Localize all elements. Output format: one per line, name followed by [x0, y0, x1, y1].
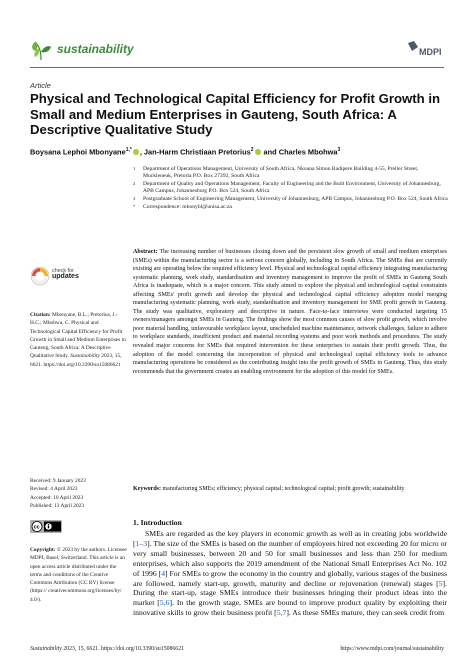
- affiliation-number: 2: [133, 181, 136, 187]
- reference-link[interactable]: 1–3: [135, 538, 148, 548]
- check-for-updates-badge[interactable]: [30, 266, 100, 288]
- affiliation-text: Department of Quality and Operations Management, Faculty of Engineering and the Built Environment, University of Johannesburg, APB Campus, Johannesburg P.O. Box 524, South Africa: [143, 181, 441, 195]
- check-updates-text: [52, 268, 79, 281]
- revised-date: Revised: 4 April 2023: [30, 486, 78, 493]
- journal-name[interactable]: sustainability: [57, 42, 134, 56]
- affiliation-item: [133, 181, 448, 195]
- article-type: Article: [30, 81, 51, 90]
- reference-link[interactable]: 4: [161, 568, 166, 578]
- author-list: [30, 147, 450, 156]
- citation-doi[interactable]: 2023, 15, 6621. https://doi.org/10.3390/su15086621: [30, 353, 122, 368]
- publication-dates: [30, 477, 128, 510]
- abstract-label: Abstract:: [133, 249, 158, 255]
- author-name[interactable]: Boysana Lephoi Mbonyane: [30, 147, 126, 157]
- check-updates-icon: [30, 266, 50, 286]
- intro-text: ]. During the start-up, stage SMEs introduce their businesses bringing their product ideas into the market [: [133, 578, 447, 608]
- mdpi-logo-icon[interactable]: [406, 41, 444, 61]
- reference-link[interactable]: 5,6: [159, 598, 170, 608]
- affiliation-number: 3: [133, 196, 136, 202]
- author-superscript: 1,*: [125, 147, 132, 153]
- article-title: Physical and Technological Capital Efficiency for Profit Growth in Small and Medium Enterprises in Gauteng, South Africa: A Descriptive Qualitative Study: [30, 91, 441, 137]
- footer-journal-url[interactable]: https://www.mdpi.com/journal/sustainability: [340, 646, 444, 652]
- affiliation-text: Department of Operations Management, University of South Africa, Nkoana Simon Radipere Building 4-55, Preller Street, Muckleneuk, Pretoria P.O. Box 27392, South Africa: [143, 166, 419, 180]
- citation-journal: Sustainability: [70, 353, 100, 360]
- cc-by-license-icon[interactable]: [30, 520, 62, 533]
- author-name[interactable]: Charles Mbohwa: [278, 147, 338, 157]
- introduction-body: [133, 529, 447, 618]
- affiliation-number: 1: [133, 166, 136, 171]
- citation-text: Mbonyane, B.L.; Pretorius, J.-H.C.; Mbohwa, C. Physical and Technological Capital Efficiency for Profit Growth in Small and Medium Enterprises in Gauteng, South Africa: A Descriptive Qualitative Study.: [30, 312, 126, 360]
- author-superscript: 3: [337, 147, 341, 153]
- citation-block: [30, 311, 128, 369]
- section-heading: 1. Introduction: [133, 518, 182, 527]
- orcid-icon[interactable]: [133, 149, 139, 155]
- abstract: [133, 248, 447, 376]
- sustainability-logo-icon: [30, 38, 52, 62]
- reference-link[interactable]: 5,7: [276, 608, 287, 618]
- affiliation-text: Postgraduate School of Engineering Management, University of Johannesburg, APB Campus, Johannesburg P.O. Box 524, South Africa: [143, 196, 448, 203]
- correspondence: [133, 204, 448, 211]
- affiliation-item: [133, 166, 448, 180]
- footer-doi[interactable]: 2023, 15, 6621. https://doi.org/10.3390/su15086621: [61, 646, 185, 652]
- intro-paragraph: [133, 529, 447, 618]
- keywords-label: Keywords:: [133, 486, 161, 492]
- footer-citation: [30, 646, 184, 652]
- copyright-label: Copyright:: [30, 547, 56, 553]
- svg-text:cc: cc: [33, 524, 40, 531]
- affiliation-item: [133, 196, 448, 203]
- reference-link[interactable]: 5: [438, 578, 443, 588]
- header-rule: [30, 67, 444, 68]
- accepted-date: Accepted: 10 April 2023: [30, 494, 84, 501]
- intro-text: ]. The size of the SMEs is based on the number of employees hired not exceeding 20 for micro or very small businesses, between 20 and 50 for small businesses and less than 250 for medium enterprises, which also supports the 2019 amendment of the National Small Enterprises Act No. 102 of 1996 [: [133, 538, 447, 578]
- correspondence-text[interactable]: Correspondence: mbonybl@unisa.ac.za: [143, 204, 232, 211]
- affiliation-number: *: [133, 204, 136, 210]
- author-separator: ,: [139, 147, 144, 157]
- author-name[interactable]: Jan-Harm Christiaan Pretorius: [143, 147, 251, 157]
- published-date: Published: 13 April 2023: [30, 502, 85, 509]
- intro-text: SMEs are regarded as the key players in economic growth as well as in creating jobs worldwide [: [133, 529, 447, 548]
- orcid-icon[interactable]: [255, 149, 261, 155]
- intro-text: ]. In the growth stage, SMEs are bound to improve product quality by exploiting their innovative skills to grow their business profit [: [133, 598, 448, 618]
- footer-journal: Sustainability: [30, 646, 62, 652]
- publisher-name: MDPI: [419, 47, 442, 57]
- abstract-text: The increasing number of businesses closing down and the persistent slow growth of small and medium enterprises (SMEs) within the manufacturing sector is a serious concern globally, including in South Africa. The SMEs that are currently existing are operating below the required efficiency level. Physical and technological capital efficiency integrating manufacturing systematic planning, work study, standardisation and inventory management to improve the profit of SMEs in Gauteng South Africa is inadequate, which is a major concern. This study aimed to explore the physical and technological capital constraints affecting SMEs' profit growth and develop the physical and technological capital efficiency adoption model merging manufacturing systematic planning, work study, standardisation and inventory management for SME profit growth in Gauteng. The study was qualitative, exploratory and descriptive in nature. Face-to-face interviews were conducted targeting 15 owners/managers amongst SMEs in Gauteng. The findings show the most common causes of slow profit growth, which involve poor material handling, unfavourable workplace layout, unscheduled machine maintenance, network challenges, failure to adhere to workplace standards, insufficient product and material recording systems and poor work methods and procedures. The study revealed major concerns for SMEs that required intervention for these enterprises to sustain their profit growth. Thus, the adoption of the model concerning the incorporation of physical and technological capital efficiency tools to advance manufacturing operations be considered as the contributing insight into the profit growth of SMEs in Gauteng. Thus, this study recommends that the government creates an enabling environment for the adoption of this model for SMEs.: [133, 249, 448, 375]
- copyright-block: [30, 546, 128, 604]
- intro-text: ]. As these SMEs mature, they can seek credit from: [286, 608, 445, 618]
- check-for-label: check for: [52, 268, 74, 274]
- affiliations: [133, 166, 448, 213]
- received-date: Received: 9 January 2023: [30, 478, 86, 484]
- keywords: [133, 485, 447, 493]
- citation-label: Citation:: [30, 312, 51, 318]
- updates-label: updates: [52, 273, 79, 281]
- keywords-text: manufacturing SMEs; efficiency; physical capital; technological capital; profit growth; sustainability: [162, 486, 405, 492]
- copyright-text: © 2023 by the authors. Licensee MDPI, Basel, Switzerland. This article is an open access article distributed under the terms and conditions of the Creative Commons Attribution (CC BY) license (https:// creativecommons.org/licenses/by/ 4.0/).: [30, 547, 127, 603]
- intro-text: ] For SMEs to grow the economy in the country and globally, various stages of the business are followed, namely start-up, growth, maturity and decline or rejuvenation (renewal) stages [: [133, 568, 448, 588]
- author-separator: and: [261, 147, 279, 157]
- author-superscript: 2: [250, 147, 254, 153]
